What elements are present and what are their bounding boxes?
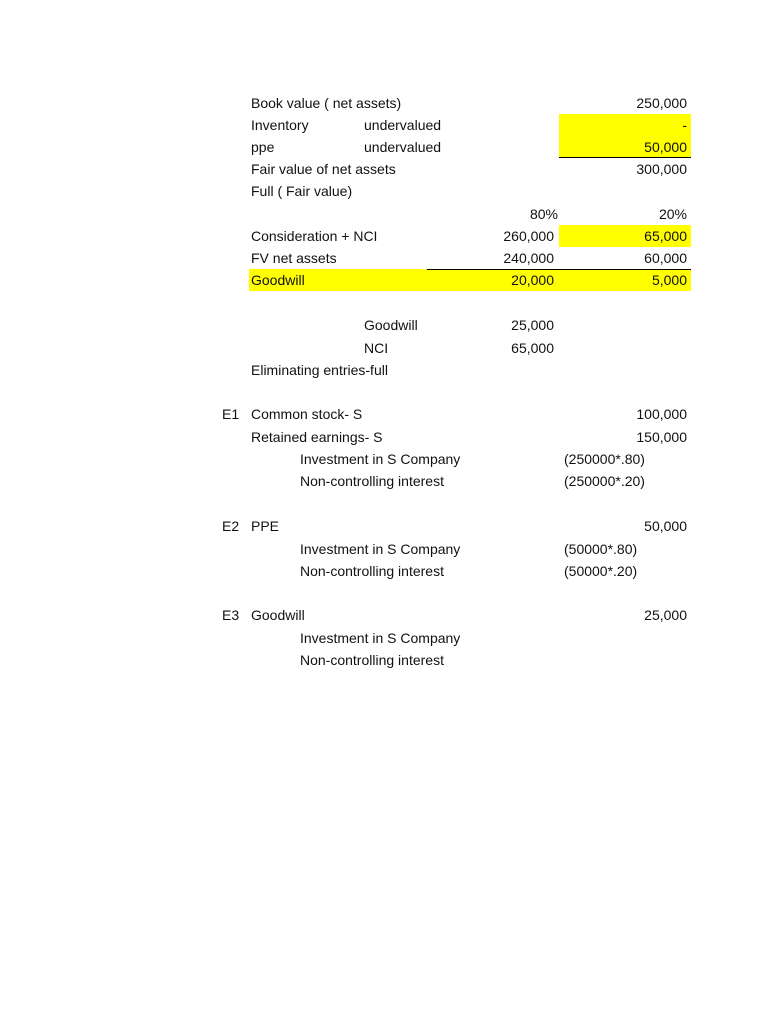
e1-common-stock-amount: 100,000 (636, 406, 687, 422)
method-label: Full ( Fair value) (251, 183, 353, 199)
e1-investment-amount: (250000*.80) (564, 451, 645, 467)
e1-retained-earnings-amount: 150,000 (636, 429, 687, 445)
fair-value-label: Fair value of net assets (251, 161, 396, 177)
book-value-amount: 250,000 (636, 95, 687, 111)
inventory-status: undervalued (364, 117, 442, 133)
inventory-amount: - (682, 117, 687, 133)
book-value-label: Book value ( net assets) (251, 95, 402, 111)
pct-nci: 20% (658, 206, 687, 222)
fv-net-assets-label: FV net assets (251, 250, 337, 266)
inventory-label: Inventory (251, 117, 309, 133)
e1-common-stock-label: Common stock- S (251, 406, 363, 422)
eliminating-title: Eliminating entries-full (251, 362, 388, 378)
goodwill-label: Goodwill (251, 272, 305, 288)
e2-investment-label: Investment in S Company (300, 541, 461, 557)
total-nci-amount: 65,000 (511, 340, 554, 356)
consideration-label: Consideration + NCI (251, 228, 378, 244)
entry-e3-tag: E3 (222, 607, 240, 623)
ppe-status: undervalued (364, 139, 442, 155)
goodwill-nci: 5,000 (651, 272, 687, 288)
e1-retained-earnings-label: Retained earnings- S (251, 429, 383, 445)
pct-parent: 80% (529, 206, 558, 222)
ppe-label: ppe (251, 139, 275, 155)
highlight-goodwill-row (249, 269, 691, 291)
e3-goodwill-amount: 25,000 (644, 607, 687, 623)
fv-net-assets-parent: 240,000 (503, 250, 554, 266)
e3-investment-label: Investment in S Company (300, 630, 461, 646)
entry-e2-tag: E2 (222, 518, 240, 534)
ppe-amount: 50,000 (644, 139, 687, 155)
e2-ppe-label: PPE (251, 518, 280, 534)
e2-nci-amount: (50000*.20) (564, 563, 638, 579)
e1-nci-amount: (250000*.20) (564, 473, 645, 489)
e2-ppe-amount: 50,000 (644, 518, 687, 534)
e3-nci-label: Non-controlling interest (300, 652, 444, 668)
total-nci-label: NCI (364, 340, 389, 356)
e2-nci-label: Non-controlling interest (300, 563, 444, 579)
consideration-nci: 65,000 (644, 228, 687, 244)
e1-investment-label: Investment in S Company (300, 451, 461, 467)
e1-nci-label: Non-controlling interest (300, 473, 444, 489)
total-goodwill-label: Goodwill (364, 317, 418, 333)
total-goodwill-amount: 25,000 (511, 317, 554, 333)
goodwill-parent: 20,000 (511, 272, 554, 288)
e3-goodwill-label: Goodwill (251, 607, 305, 623)
fair-value-amount: 300,000 (636, 161, 687, 177)
consideration-parent: 260,000 (503, 228, 554, 244)
entry-e1-tag: E1 (222, 406, 240, 422)
e2-investment-amount: (50000*.80) (564, 541, 638, 557)
fv-net-assets-nci: 60,000 (644, 250, 687, 266)
